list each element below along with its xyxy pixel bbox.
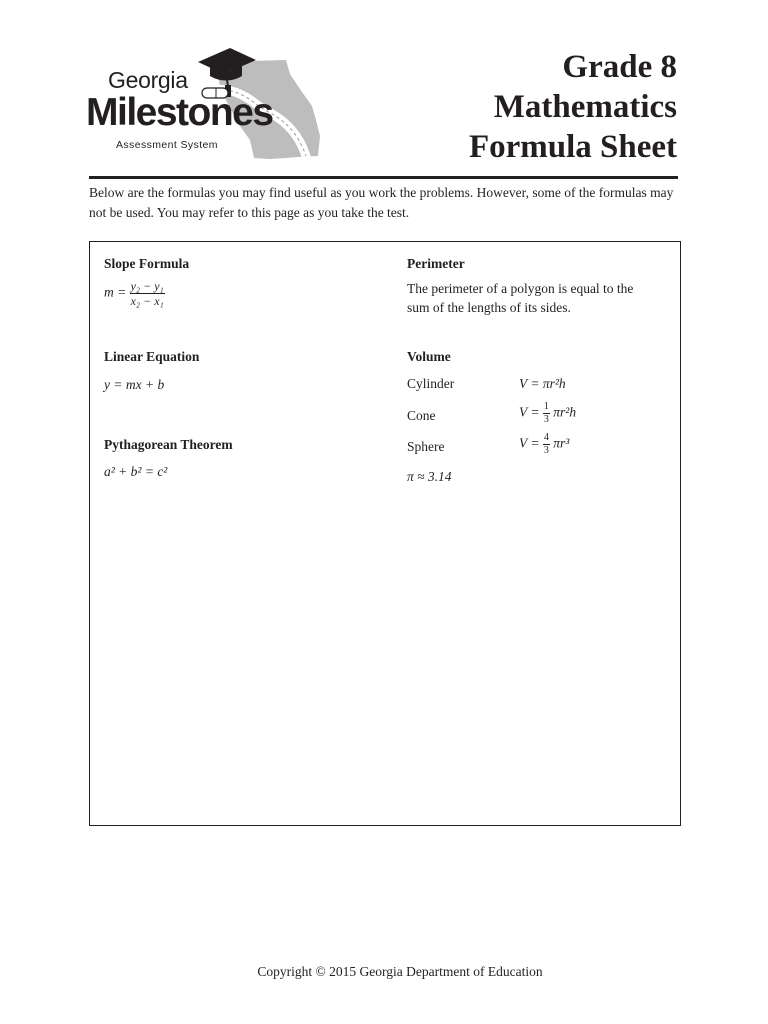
perimeter-heading: Perimeter bbox=[407, 256, 465, 271]
cone-formula bbox=[519, 402, 576, 425]
sphere-label: Sphere bbox=[407, 439, 445, 454]
pi-approximation: π ≈ 3.14 bbox=[407, 469, 452, 484]
sphere-denominator: 3 bbox=[543, 445, 549, 456]
cylinder-formula: V = πr²h bbox=[519, 376, 566, 391]
pythagorean-heading: Pythagorean Theorem bbox=[104, 437, 233, 452]
formula-box bbox=[89, 241, 681, 826]
sphere-lhs: V = bbox=[519, 435, 540, 451]
title-sheet: Formula Sheet bbox=[468, 129, 677, 165]
cone-lhs: V = bbox=[519, 404, 540, 420]
cone-numerator: 1 bbox=[543, 401, 549, 412]
slope-formula bbox=[104, 280, 165, 307]
page-title bbox=[469, 47, 677, 167]
cone-denominator: 3 bbox=[543, 414, 549, 425]
slope-numerator: y₂ − y₁ bbox=[130, 279, 164, 293]
georgia-milestones-logo bbox=[80, 40, 330, 165]
linear-heading: Linear Equation bbox=[104, 349, 200, 364]
slope-lhs: m = bbox=[104, 284, 127, 300]
cone-fraction bbox=[543, 402, 550, 425]
cone-rhs: πr²h bbox=[553, 404, 577, 420]
slope-heading: Slope Formula bbox=[104, 256, 190, 271]
sphere-formula bbox=[519, 433, 569, 456]
logo-milestones-text: Milestones bbox=[86, 91, 273, 134]
copyright-footer: Copyright © 2015 Georgia Department of Education bbox=[257, 964, 543, 979]
title-grade: Grade 8 bbox=[562, 49, 677, 85]
linear-formula: y = mx + b bbox=[104, 377, 165, 392]
title-subject: Mathematics bbox=[493, 89, 677, 125]
slope-fraction bbox=[130, 280, 165, 307]
sphere-numerator: 4 bbox=[543, 432, 549, 443]
sphere-rhs: πr³ bbox=[553, 435, 570, 451]
intro-text: Below are the formulas you may find useful as you work the problems. However, some of the formulas may not be used. You may refer to this page as you take the test. bbox=[89, 185, 674, 220]
logo-georgia-text: Georgia bbox=[108, 67, 188, 93]
cylinder-label: Cylinder bbox=[407, 376, 455, 391]
cone-label: Cone bbox=[407, 408, 436, 423]
header-rule bbox=[89, 176, 678, 179]
slope-denominator: x₂ − x₁ bbox=[130, 294, 164, 308]
logo-subtitle: Assessment System bbox=[116, 139, 218, 151]
perimeter-line-1: The perimeter of a polygon is equal to the bbox=[407, 281, 634, 296]
sphere-fraction bbox=[543, 433, 550, 456]
perimeter-line-2: sum of the lengths of its sides. bbox=[407, 300, 571, 315]
volume-heading: Volume bbox=[407, 349, 451, 364]
pythagorean-formula: a² + b² = c² bbox=[104, 464, 168, 479]
